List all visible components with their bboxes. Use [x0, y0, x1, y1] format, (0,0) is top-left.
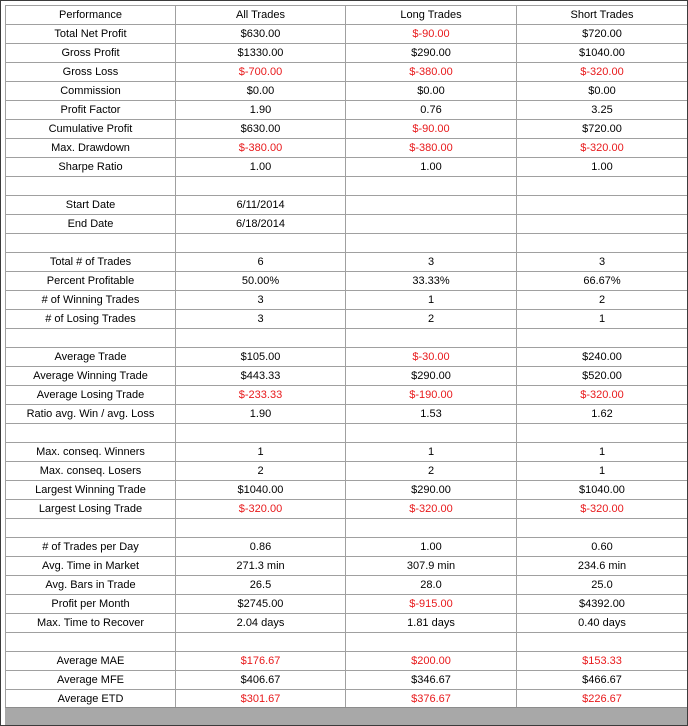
spacer-row	[6, 177, 688, 196]
all-trades-value: 0.86	[176, 538, 346, 557]
metric-label: Average Winning Trade	[6, 367, 176, 386]
metric-label	[6, 234, 176, 253]
column-header-performance[interactable]: Performance	[6, 6, 176, 25]
long-trades-value: $-90.00	[346, 120, 517, 139]
all-trades-value	[176, 329, 346, 348]
all-trades-value: 1.90	[176, 405, 346, 424]
metric-label: End Date	[6, 215, 176, 234]
metric-label: # of Winning Trades	[6, 291, 176, 310]
spacer-row	[6, 424, 688, 443]
all-trades-value: $630.00	[176, 25, 346, 44]
metric-label	[6, 633, 176, 652]
short-trades-value	[517, 633, 688, 652]
table-row	[6, 196, 688, 215]
long-trades-value: $-380.00	[346, 63, 517, 82]
long-trades-value	[346, 215, 517, 234]
metric-label: Total Net Profit	[6, 25, 176, 44]
long-trades-value: 28.0	[346, 576, 517, 595]
table-row	[6, 405, 688, 424]
all-trades-value: 271.3 min	[176, 557, 346, 576]
metric-label: Average Losing Trade	[6, 386, 176, 405]
all-trades-value: 3	[176, 291, 346, 310]
metric-label: Ratio avg. Win / avg. Loss	[6, 405, 176, 424]
spacer-row	[6, 633, 688, 652]
all-trades-value: $443.33	[176, 367, 346, 386]
all-trades-value: $406.67	[176, 671, 346, 690]
table-row	[6, 595, 688, 614]
all-trades-value: 26.5	[176, 576, 346, 595]
long-trades-value: $-190.00	[346, 386, 517, 405]
short-trades-value	[517, 177, 688, 196]
all-trades-value: 6	[176, 253, 346, 272]
short-trades-value: 234.6 min	[517, 557, 688, 576]
short-trades-value	[517, 519, 688, 538]
short-trades-value	[517, 196, 688, 215]
long-trades-value	[346, 519, 517, 538]
all-trades-value: $-233.33	[176, 386, 346, 405]
short-trades-value: 1.62	[517, 405, 688, 424]
table-row	[6, 25, 688, 44]
performance-table	[5, 5, 688, 709]
all-trades-value: $1040.00	[176, 481, 346, 500]
table-row	[6, 272, 688, 291]
table-row	[6, 481, 688, 500]
short-trades-value: $226.67	[517, 690, 688, 709]
all-trades-value: 1.90	[176, 101, 346, 120]
short-trades-value: 0.60	[517, 538, 688, 557]
all-trades-value: 3	[176, 310, 346, 329]
metric-label: Average MAE	[6, 652, 176, 671]
long-trades-value: 33.33%	[346, 272, 517, 291]
short-trades-value	[517, 215, 688, 234]
short-trades-value: $720.00	[517, 120, 688, 139]
short-trades-value: $-320.00	[517, 139, 688, 158]
column-header-long-trades[interactable]: Long Trades	[346, 6, 517, 25]
all-trades-value: $301.67	[176, 690, 346, 709]
short-trades-value: $0.00	[517, 82, 688, 101]
short-trades-value: $240.00	[517, 348, 688, 367]
metric-label: Max. conseq. Winners	[6, 443, 176, 462]
all-trades-value: $176.67	[176, 652, 346, 671]
table-row	[6, 652, 688, 671]
metric-label: Largest Losing Trade	[6, 500, 176, 519]
metric-label: Gross Profit	[6, 44, 176, 63]
header-row	[6, 6, 688, 25]
all-trades-value: 2.04 days	[176, 614, 346, 633]
table-row	[6, 348, 688, 367]
long-trades-value: $346.67	[346, 671, 517, 690]
horizontal-scrollbar[interactable]	[5, 707, 687, 726]
table-row	[6, 500, 688, 519]
long-trades-value: $-320.00	[346, 500, 517, 519]
all-trades-value: $-380.00	[176, 139, 346, 158]
long-trades-value: $0.00	[346, 82, 517, 101]
metric-label	[6, 177, 176, 196]
metric-label: # of Trades per Day	[6, 538, 176, 557]
table-row	[6, 158, 688, 177]
long-trades-value: $-380.00	[346, 139, 517, 158]
metric-label: Commission	[6, 82, 176, 101]
long-trades-value: $200.00	[346, 652, 517, 671]
table-row	[6, 614, 688, 633]
long-trades-value: 2	[346, 310, 517, 329]
performance-rows	[6, 25, 688, 709]
all-trades-value: $630.00	[176, 120, 346, 139]
metric-label: Max. conseq. Losers	[6, 462, 176, 481]
long-trades-value	[346, 329, 517, 348]
short-trades-value: 1	[517, 310, 688, 329]
table-row	[6, 386, 688, 405]
short-trades-value: 2	[517, 291, 688, 310]
short-trades-value: $-320.00	[517, 386, 688, 405]
long-trades-value: $290.00	[346, 367, 517, 386]
all-trades-value: $-320.00	[176, 500, 346, 519]
metric-label: Total # of Trades	[6, 253, 176, 272]
all-trades-value: 50.00%	[176, 272, 346, 291]
column-header-all-trades[interactable]: All Trades	[176, 6, 346, 25]
table-row	[6, 576, 688, 595]
long-trades-value	[346, 177, 517, 196]
short-trades-value: $-320.00	[517, 500, 688, 519]
short-trades-value: $466.67	[517, 671, 688, 690]
metric-label: Average Trade	[6, 348, 176, 367]
long-trades-value: $-30.00	[346, 348, 517, 367]
table-row	[6, 443, 688, 462]
table-row	[6, 367, 688, 386]
table-row	[6, 139, 688, 158]
long-trades-value: $376.67	[346, 690, 517, 709]
metric-label: # of Losing Trades	[6, 310, 176, 329]
metric-label: Average MFE	[6, 671, 176, 690]
column-header-short-trades[interactable]: Short Trades	[517, 6, 688, 25]
all-trades-value: 6/11/2014	[176, 196, 346, 215]
all-trades-value: $105.00	[176, 348, 346, 367]
table-row	[6, 690, 688, 709]
all-trades-value	[176, 519, 346, 538]
metric-label: Profit Factor	[6, 101, 176, 120]
table-row	[6, 462, 688, 481]
long-trades-value	[346, 196, 517, 215]
short-trades-value: $1040.00	[517, 481, 688, 500]
table-row	[6, 215, 688, 234]
metric-label: Largest Winning Trade	[6, 481, 176, 500]
long-trades-value: 0.76	[346, 101, 517, 120]
all-trades-value	[176, 234, 346, 253]
all-trades-value: $2745.00	[176, 595, 346, 614]
long-trades-value	[346, 234, 517, 253]
table-row	[6, 538, 688, 557]
table-row	[6, 120, 688, 139]
short-trades-value: $-320.00	[517, 63, 688, 82]
long-trades-value: 1.00	[346, 538, 517, 557]
all-trades-value: $1330.00	[176, 44, 346, 63]
short-trades-value: $520.00	[517, 367, 688, 386]
metric-label: Sharpe Ratio	[6, 158, 176, 177]
long-trades-value: 1	[346, 291, 517, 310]
all-trades-value: 6/18/2014	[176, 215, 346, 234]
short-trades-value	[517, 424, 688, 443]
metric-label: Start Date	[6, 196, 176, 215]
table-row	[6, 310, 688, 329]
short-trades-value: 3.25	[517, 101, 688, 120]
all-trades-value: 2	[176, 462, 346, 481]
all-trades-value: 1.00	[176, 158, 346, 177]
table-row	[6, 291, 688, 310]
long-trades-value	[346, 424, 517, 443]
short-trades-value: $1040.00	[517, 44, 688, 63]
metric-label: Max. Drawdown	[6, 139, 176, 158]
metric-label: Max. Time to Recover	[6, 614, 176, 633]
metric-label: Gross Loss	[6, 63, 176, 82]
long-trades-value: 307.9 min	[346, 557, 517, 576]
long-trades-value: 1	[346, 443, 517, 462]
table-row	[6, 671, 688, 690]
long-trades-value: 1.53	[346, 405, 517, 424]
short-trades-value: 1.00	[517, 158, 688, 177]
long-trades-value: 1.00	[346, 158, 517, 177]
table-row	[6, 44, 688, 63]
table-row	[6, 63, 688, 82]
short-trades-value: 66.67%	[517, 272, 688, 291]
all-trades-value	[176, 633, 346, 652]
all-trades-value	[176, 424, 346, 443]
metric-label: Percent Profitable	[6, 272, 176, 291]
metric-label: Cumulative Profit	[6, 120, 176, 139]
short-trades-value	[517, 234, 688, 253]
long-trades-value	[346, 633, 517, 652]
table-row	[6, 253, 688, 272]
metric-label: Profit per Month	[6, 595, 176, 614]
short-trades-value: 1	[517, 462, 688, 481]
all-trades-value: 1	[176, 443, 346, 462]
table-row	[6, 101, 688, 120]
long-trades-value: $-915.00	[346, 595, 517, 614]
metric-label: Avg. Time in Market	[6, 557, 176, 576]
spacer-row	[6, 234, 688, 253]
short-trades-value: $4392.00	[517, 595, 688, 614]
long-trades-value: 1.81 days	[346, 614, 517, 633]
table-row	[6, 557, 688, 576]
spacer-row	[6, 329, 688, 348]
metric-label: Average ETD	[6, 690, 176, 709]
table-row	[6, 82, 688, 101]
short-trades-value: $720.00	[517, 25, 688, 44]
short-trades-value: $153.33	[517, 652, 688, 671]
all-trades-value	[176, 177, 346, 196]
all-trades-value: $0.00	[176, 82, 346, 101]
metric-label	[6, 519, 176, 538]
spacer-row	[6, 519, 688, 538]
all-trades-value: $-700.00	[176, 63, 346, 82]
long-trades-value: $-90.00	[346, 25, 517, 44]
short-trades-value	[517, 329, 688, 348]
long-trades-value: $290.00	[346, 481, 517, 500]
long-trades-value: 2	[346, 462, 517, 481]
metric-label	[6, 329, 176, 348]
long-trades-value: 3	[346, 253, 517, 272]
short-trades-value: 0.40 days	[517, 614, 688, 633]
short-trades-value: 25.0	[517, 576, 688, 595]
metric-label	[6, 424, 176, 443]
long-trades-value: $290.00	[346, 44, 517, 63]
short-trades-value: 3	[517, 253, 688, 272]
short-trades-value: 1	[517, 443, 688, 462]
metric-label: Avg. Bars in Trade	[6, 576, 176, 595]
